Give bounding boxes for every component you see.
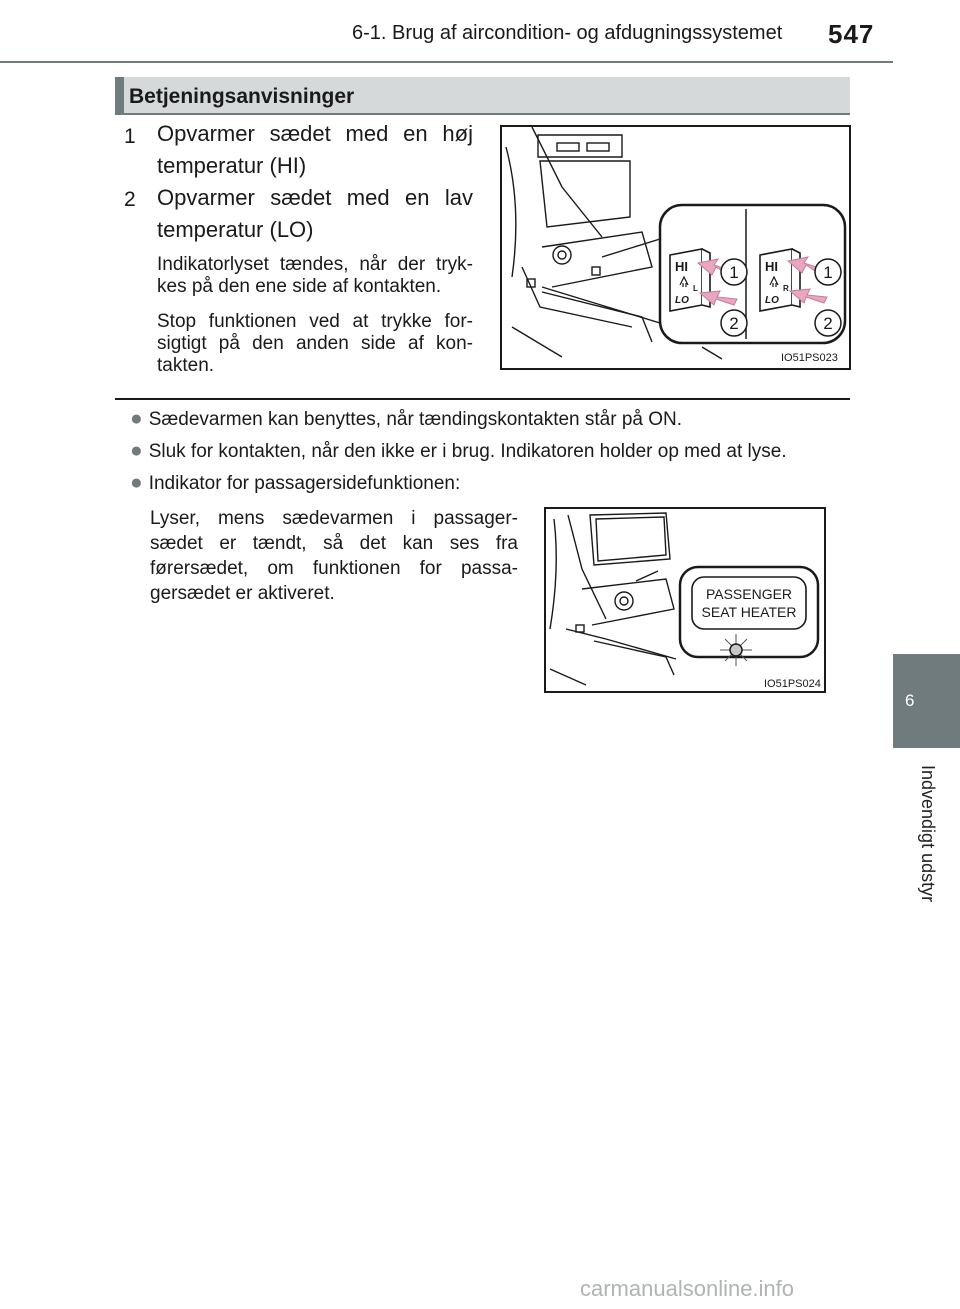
right-seat-label: R xyxy=(783,284,789,293)
page-number: 547 xyxy=(828,19,875,49)
dashboard-switch-drawing xyxy=(502,127,849,368)
chapter-tab xyxy=(893,654,960,748)
lo-label-left: LO xyxy=(675,295,689,306)
step-text-2: Opvarmer sædet med en lav temperatur (LO) xyxy=(157,185,473,242)
figure-id-2: IO51PS024 xyxy=(764,678,821,690)
bullet-dot-icon: ● xyxy=(130,439,143,462)
passenger-indicator-drawing xyxy=(546,509,824,691)
header-rule xyxy=(0,61,893,63)
bullet-item-3 xyxy=(130,471,460,495)
lo-label-right: LO xyxy=(765,295,779,306)
bullet-item-2 xyxy=(130,439,787,463)
passenger-indicator-illustration xyxy=(544,507,826,693)
bullet-text-1: Sædevarmen kan benyttes, når tændingskontakten står på ON. xyxy=(148,409,683,430)
callout-2-left: 2 xyxy=(729,314,739,333)
callout-1-left: 1 xyxy=(729,263,739,282)
callout-2-right: 2 xyxy=(823,314,833,333)
passenger-label-line2: SEAT HEATER xyxy=(701,604,797,620)
note-indicator: Indikatorlyset tændes, når der tryk-kes på den ene side af kontakten. xyxy=(157,254,473,297)
passenger-indicator-description: Lyser, mens sædevarmen i passager-sædet er tændt, så det kan ses fra førersædet, om funktionen for passa-gersædet er aktiveret. xyxy=(150,508,518,604)
chapter-tab-number: 6 xyxy=(905,691,915,710)
running-header-title: 6-1. Brug af aircondition- og afdugningssystemet xyxy=(352,22,783,44)
note-stop: Stop funktionen ved at trykke for-sigtigt på den anden side af kon-takten. xyxy=(157,311,473,376)
seat-heater-switch-illustration xyxy=(500,125,851,370)
step-text-1: Opvarmer sædet med en høj temperatur (HI) xyxy=(157,121,473,178)
bullet-item-1 xyxy=(130,407,682,431)
callout-1-right: 1 xyxy=(823,263,833,282)
bullet-dot-icon: ● xyxy=(130,471,143,494)
content-divider xyxy=(115,398,850,400)
hi-label-left: HI xyxy=(675,259,688,274)
bullet-dot-icon: ● xyxy=(130,407,143,430)
figure-id-1: IO51PS023 xyxy=(781,352,838,364)
bullet-text-2: Sluk for kontakten, når den ikke er i brug. Indikatoren holder op med at lyse. xyxy=(148,441,787,462)
passenger-label-line1: PASSENGER xyxy=(705,586,793,602)
hi-label-right: HI xyxy=(765,259,778,274)
section-rule xyxy=(115,113,850,115)
watermark: carmanualsonline.info xyxy=(580,1276,795,1301)
step-number-2: 2 xyxy=(124,188,136,211)
section-title: Betjeningsanvisninger xyxy=(129,85,355,108)
bullet-text-3: Indikator for passagersidefunktionen: xyxy=(148,473,461,494)
step-number-1: 1 xyxy=(124,125,136,148)
chapter-label: Indvendigt udstyr xyxy=(918,765,938,903)
left-seat-label: L xyxy=(693,284,698,293)
